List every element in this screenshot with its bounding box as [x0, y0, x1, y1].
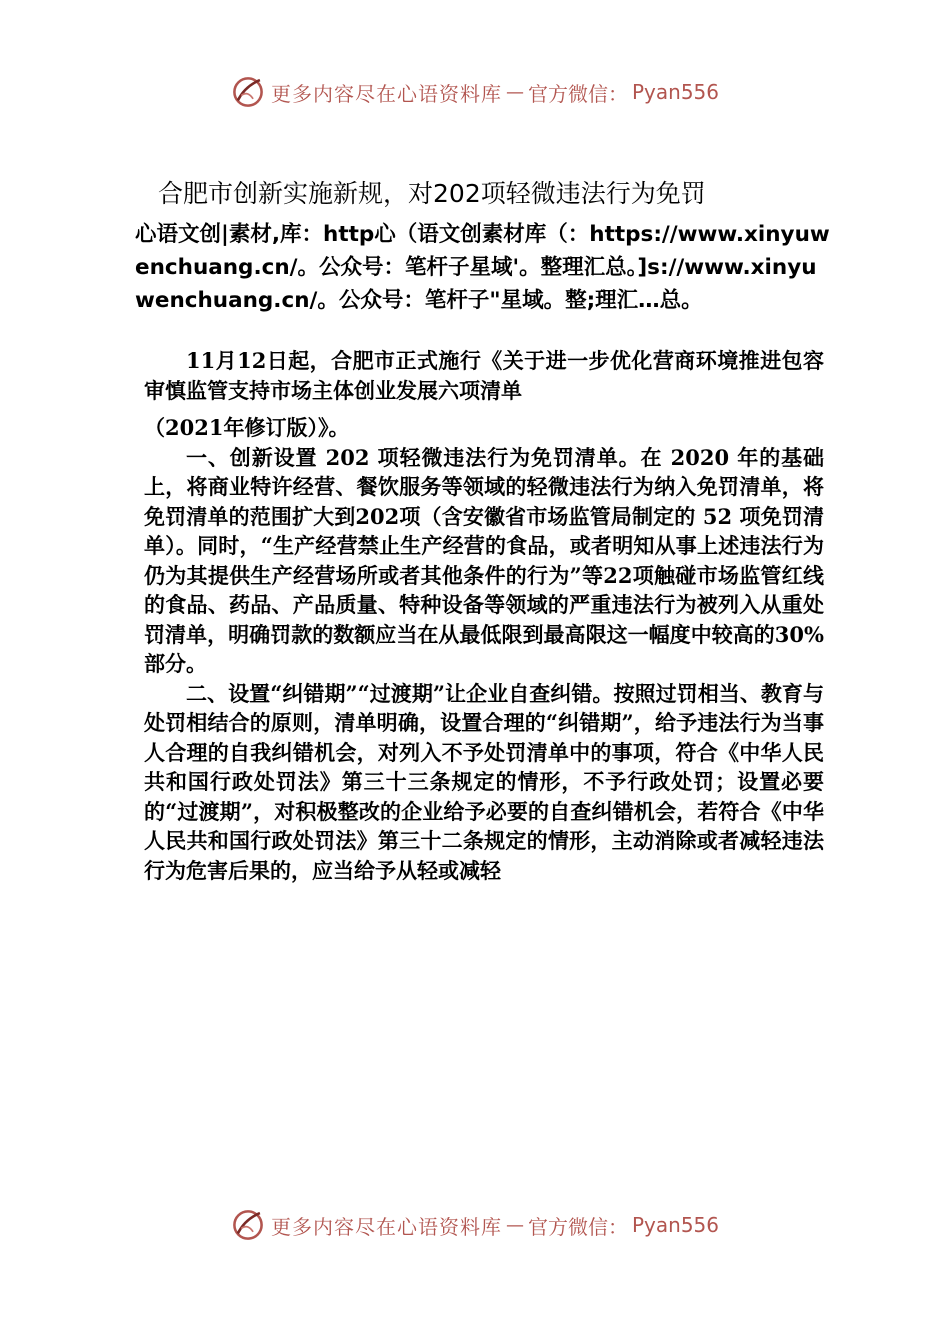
document-body [144, 346, 824, 885]
banner-dash: — [505, 1214, 524, 1236]
footer-banner [0, 1205, 950, 1245]
paragraph-section-1: 一、创新设置 202 项轻微违法行为免罚清单。在 2020 年的基础上，将商业特许经营、餐饮服务等领域的轻微违法行为纳入免罚清单，将免罚清单的范围扩大到202项（含安徽省市场监管局制定的 52 项免罚清单）。同时，“生产经营禁止生产经营的食品，或者明知从事上述违法行为仍为其提供生产经营场所或者其他条件的行为”等22项触碰市场监管红线的食品、药品、产品质量、特种设备等领域的严重违法行为被列入从重处罚清单，明确罚款的数额应当在从最低限到最高限这一幅度中较高的30%部分。 [144, 444, 824, 676]
banner-wechat-id: Pyan556 [631, 1213, 719, 1237]
banner-text: 更多内容尽在心语资料库 [270, 1214, 502, 1239]
document-title: 合肥市创新实施新规，对202项轻微违法行为免罚 [158, 179, 706, 208]
paragraph-version: （2021年修订版）》。 [144, 415, 350, 440]
brand-logo-icon [231, 75, 265, 109]
brand-logo-icon [231, 1208, 265, 1242]
banner-wechat-label: 官方微信： [527, 1214, 628, 1239]
paragraph-section-2: 二、设置“纠错期”“过渡期”让企业自查纠错。按照过罚相当、教育与处罚相结合的原则，清单明确，设置合理的“纠错期”，给予违法行为当事人合理的自我纠错机会，对列入不予处罚清单中的事项，符合《中华人民共和国行政处罚法》第三十三条规定的情形，不予行政处罚；设置必要的“过渡期”，对积极整改的企业给予必要的自查纠错机会，若符合《中华人民共和国行政处罚法》第三十二条规定的情形，主动消除或者减轻违法行为危害后果的，应当给予从轻或减轻 [144, 680, 824, 883]
source-note: 心语文创|素材,库：http心（语文创素材库（：https://www.xinyuwenchuang.cn/。公众号：笔杆子星域'。整理汇总。]s://www.xinyuwenchuang.cn/。公众号：笔杆子"星域。整;理汇…总。 [135, 222, 830, 313]
banner-dash: — [505, 81, 524, 103]
paragraph-intro: 11月12日起，合肥市正式施行《关于进一步优化营商环境推进包容审慎监管支持市场主体创业发展六项清单 [144, 348, 824, 403]
banner-wechat-label: 官方微信： [527, 81, 628, 106]
header-banner [0, 72, 950, 112]
banner-text: 更多内容尽在心语资料库 [270, 81, 502, 106]
banner-wechat-id: Pyan556 [631, 80, 719, 104]
